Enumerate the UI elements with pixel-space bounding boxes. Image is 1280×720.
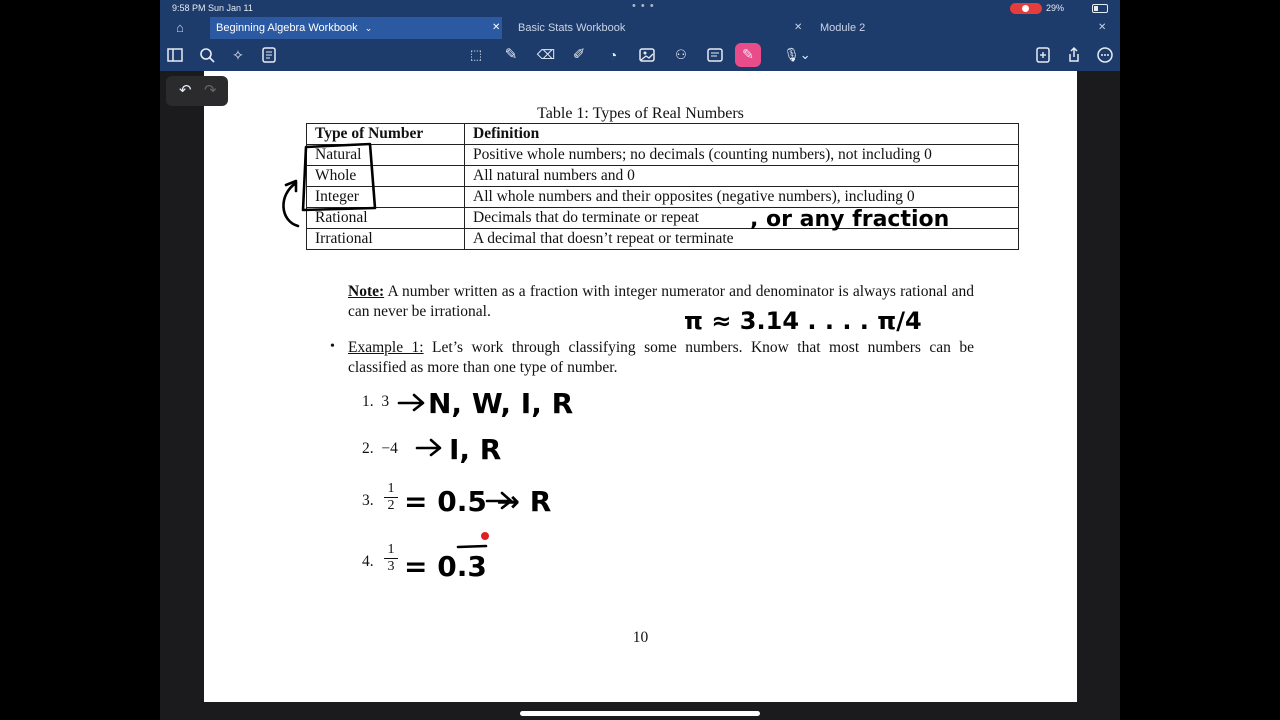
close-tab-icon[interactable]: ✕ [492,22,501,33]
outline-icon[interactable] [258,44,280,66]
add-page-icon[interactable] [1032,44,1054,66]
table-cell: All whole numbers and their opposites (negative numbers), including 0 [465,187,1019,208]
multitasking-dots-icon[interactable]: • • • [632,0,655,12]
table-cell: Integer [307,187,465,208]
ink-text: I, R [449,433,502,466]
numerator: 1 [384,542,398,559]
table-cell: Rational [307,208,465,229]
image-icon[interactable] [636,44,658,66]
undo-icon[interactable]: ↶ [179,82,192,99]
share-icon[interactable] [1063,44,1085,66]
ink-box-stroke [303,144,375,210]
battery-percent: 29% [1046,3,1065,13]
redo-icon[interactable]: ↷ [204,82,217,99]
table-cell: Natural [307,145,465,166]
undo-redo-panel [166,76,228,106]
table-cell: Positive whole numbers; no decimals (counting numbers), not including 0 [465,145,1019,166]
sparkle-icon[interactable]: ✧ [232,47,244,63]
denominator: 3 [387,559,395,574]
ink-arrow-stroke [283,181,298,226]
elements-icon[interactable]: ⚇ [675,47,687,62]
bullet-icon: • [330,339,335,354]
ink-text: N, W, I, R [428,387,574,420]
ink-text: , or any fraction [750,207,950,232]
pen-icon[interactable]: ✎ [504,46,518,63]
table-cell: All natural numbers and 0 [465,166,1019,187]
toolbar [160,39,1120,71]
ink-text: π ≈ 3.14 . . . . π/4 [684,307,922,335]
denominator: 2 [387,498,395,513]
ink-text: = 0.3 [404,550,487,583]
home-icon[interactable]: ⌂ [176,20,184,35]
highlighter-icon[interactable]: ✐ [572,46,586,63]
status-time: 9:58 PM Sun Jan 11 [172,3,253,13]
table-header: Definition [465,124,1019,145]
item-expression: 3 [381,393,390,410]
note-text: A number written as a fraction with integer numerator and denominator is always rational and can never be irrational. [348,283,974,320]
item-number: 3. [362,492,374,509]
note-label: Note: [348,283,385,300]
chevron-down-icon[interactable]: ⌄ [364,23,373,33]
ink-text: = 0.5 → R [404,485,552,518]
app-window [160,0,1120,720]
close-tab-icon[interactable]: ✕ [1098,22,1107,33]
battery-icon [1092,4,1108,13]
ink-annotations [204,71,1077,702]
ink-arrow-stroke [399,395,423,410]
page-number: 10 [632,629,649,646]
tab-basic-stats[interactable] [512,17,804,39]
shapes-icon[interactable]: ◔ [608,47,618,63]
tab-label: Beginning Algebra Workbook [216,22,358,34]
table-caption: Table 1: Types of Real Numbers [537,105,744,122]
item-number: 1. [362,393,374,410]
screen-record-icon[interactable] [1010,3,1042,14]
more-icon[interactable] [1094,44,1116,66]
tab-module-2[interactable] [814,17,1110,39]
item-number: 2. [362,440,374,457]
example-label: Example 1: [348,339,424,356]
table-cell: A decimal that doesn’t repeat or terminate [465,229,1019,250]
tab-beginning-algebra[interactable] [210,17,502,39]
search-icon[interactable] [196,44,218,66]
table-cell: Whole [307,166,465,187]
document-page[interactable] [204,71,1077,702]
laser-pointer-dot [481,532,489,540]
status-bar [160,0,1120,17]
item-expression: −4 [381,440,398,457]
laser-pointer-icon[interactable]: ✎ [735,43,761,67]
table-cell: Decimals that do terminate or repeat [465,208,1019,229]
tab-label: Basic Stats Workbook [518,22,626,34]
table-cell: Irrational [307,229,465,250]
home-indicator[interactable] [520,711,760,716]
eraser-icon[interactable]: ⌫ [536,47,556,62]
tab-label: Module 2 [820,22,866,34]
item-number: 4. [362,553,374,570]
ink-arrow-stroke [417,440,440,455]
close-tab-icon[interactable]: ✕ [794,22,803,33]
sticky-note-icon[interactable] [704,44,726,66]
lasso-icon[interactable]: ⬚ [469,47,483,62]
tab-bar [160,17,1120,39]
example-text: Let’s work through classifying some numbers. Know that most numbers can be classified as more than one type of number. [348,339,974,376]
microphone-icon[interactable]: 🎙⌄ [783,47,811,62]
table-header: Type of Number [307,124,465,145]
sidebar-icon[interactable] [164,44,186,66]
numerator: 1 [384,481,398,498]
ink-overline-stroke [458,546,486,547]
